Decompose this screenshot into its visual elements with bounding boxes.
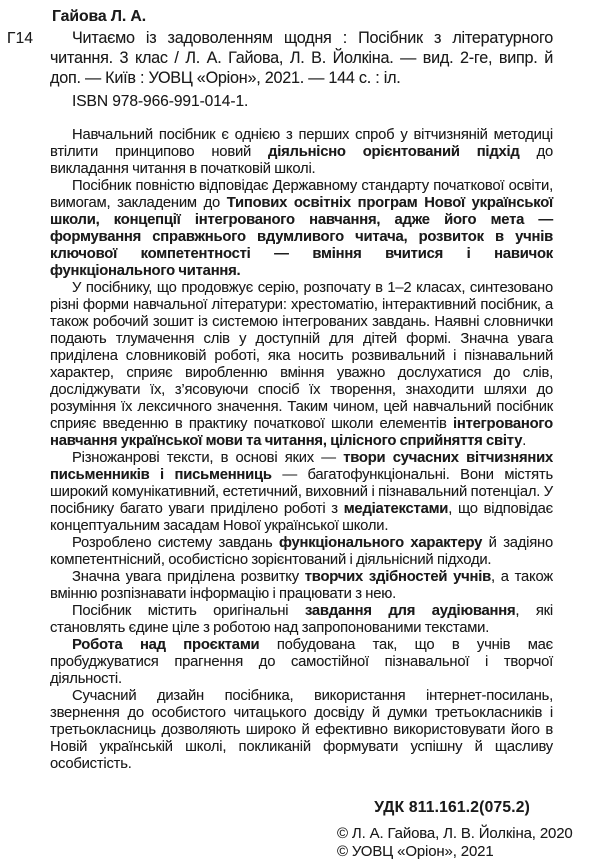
annotation-paragraph bbox=[50, 535, 553, 569]
annotation-paragraph bbox=[50, 603, 553, 637]
copyright-block bbox=[337, 825, 573, 860]
text-run: Розроблено систему завдань bbox=[72, 535, 279, 551]
annotation-paragraph bbox=[50, 688, 553, 773]
emphasis-text-run: функціонального характеру bbox=[278, 535, 483, 551]
annotation-paragraph bbox=[50, 280, 553, 450]
bibliographic-entry bbox=[7, 28, 553, 88]
emphasis-text-run: діяльнісно орієнтований підхід bbox=[268, 144, 520, 160]
annotation-paragraph bbox=[50, 178, 553, 280]
copyright-line-authors: © Л. А. Гайова, Л. В. Йолкіна, 2020 bbox=[337, 825, 573, 842]
emphasis-text-run: Робота над проєктами bbox=[72, 637, 260, 653]
text-run: У посібнику, що продовжує серію, розпочату в 1–2 класах, синтезовано різні форми навчальної літератури: хрестоматію, інтерактивний посібник, а також робочий зошит із системою інтегрованих завдань. Наявні словнички подають тлумачення слів у доступній для дітей формі. Значна увага приділена словниковій роботі, яка носить розвивальний і пізнавальний характер, сприяє виробленню вміння уважно дослухатися до слів, досліджувати їх, з’ясовуючи спосіб їх творення, знаходити шляхи до розуміння їх лексичного значення. Таким чином, цей навчальний посібник сприяє введенню в практику початкової школи елементів bbox=[50, 280, 553, 432]
text-run: до викладання читання в початковій школі. bbox=[50, 144, 553, 177]
annotation-text bbox=[50, 127, 553, 773]
author-sign-code: Г14 bbox=[7, 30, 34, 47]
text-run: , а також вмінню розпізнавати інформацію і працювати з нею. bbox=[50, 569, 553, 602]
annotation-paragraph bbox=[50, 127, 553, 178]
text-run: Навчальний посібник є однією з перших спроб у вітчизняній методиці втілити принципово новий bbox=[50, 127, 553, 160]
emphasis-text-run: завдання для аудіювання bbox=[304, 603, 516, 619]
bibliographic-block bbox=[7, 7, 553, 112]
text-run: Сучасний дизайн посібника, використання інтернет-посилань, звернення до особистого читацького досвіду й думки третьокласників і третьокласниць дозволяють широко й ефективно використовувати його в Новій українській школі, покликаній формувати успішну й щасливу особистість. bbox=[50, 688, 553, 772]
text-run: й задіяно компетентнісний, особистісно зорієнтований і діяльнісний підходи. bbox=[50, 535, 553, 568]
text-run: Значна увага приділена розвитку bbox=[72, 569, 305, 585]
annotation-paragraph bbox=[50, 637, 553, 688]
bibliographic-description: Читаємо із задоволенням щодня : Посібник з літературного читання. 3 клас / Л. А. Гайова, Л. В. Йолкіна. — вид. 2-ге, випр. й доп. — Київ : УОВЦ «Оріон», 2021. — 144 с. : іл. bbox=[50, 29, 553, 87]
annotation-paragraph bbox=[50, 569, 553, 603]
emphasis-text-run: твори сучасних вітчизняних письменників і письменниць bbox=[50, 450, 553, 483]
udk-code: УДК 811.161.2(075.2) bbox=[374, 798, 530, 816]
emphasis-text-run: медіатекстами bbox=[343, 501, 449, 517]
text-run: Посібник повністю відповідає Державному стандарту початкової освіти, вимогам, закладеним до bbox=[50, 178, 553, 211]
text-run: Посібник містить оригінальні bbox=[72, 603, 305, 619]
author-name: Гайова Л. А. bbox=[52, 8, 147, 25]
emphasis-text-run: творчих здібностей учнів bbox=[304, 569, 491, 585]
text-run: побудована так, що в учнів має пробуджуватися прагнення до самостійної пізнавальної і творчої діяльності. bbox=[50, 637, 553, 687]
text-run: , які становлять єдине ціле з роботою над запропонованими текстами. bbox=[50, 603, 553, 636]
copyright-line-publisher: © УОВЦ «Оріон», 2021 bbox=[337, 842, 494, 860]
text-run: . bbox=[522, 433, 527, 449]
emphasis-text-run: Типових освітніх програм Нової української школи, концепції інтегрованого навчання, адже його мета — формування справжнього вдумливого читача, розвиток в учнів ключової компетентності — вміння вчитися і навичок функціонального читання. bbox=[50, 195, 553, 279]
text-run: , що відповідає концептуальним засадам Нової української школи. bbox=[50, 501, 553, 534]
text-run: Різножанрові тексти, в основі яких — bbox=[72, 450, 344, 466]
annotation-paragraph bbox=[50, 450, 553, 535]
isbn-number: ISBN 978-966-991-014-1. bbox=[72, 93, 249, 110]
emphasis-text-run: інтегрованого навчання української мови та читання, цілісного сприйняття світу bbox=[50, 416, 553, 449]
text-run: — багатофункціональні. Вони містять широкий комунікативний, естетичний, виховний і пізнавальний потенціал. У посібнику багато уваги приділено роботі з bbox=[50, 467, 553, 517]
